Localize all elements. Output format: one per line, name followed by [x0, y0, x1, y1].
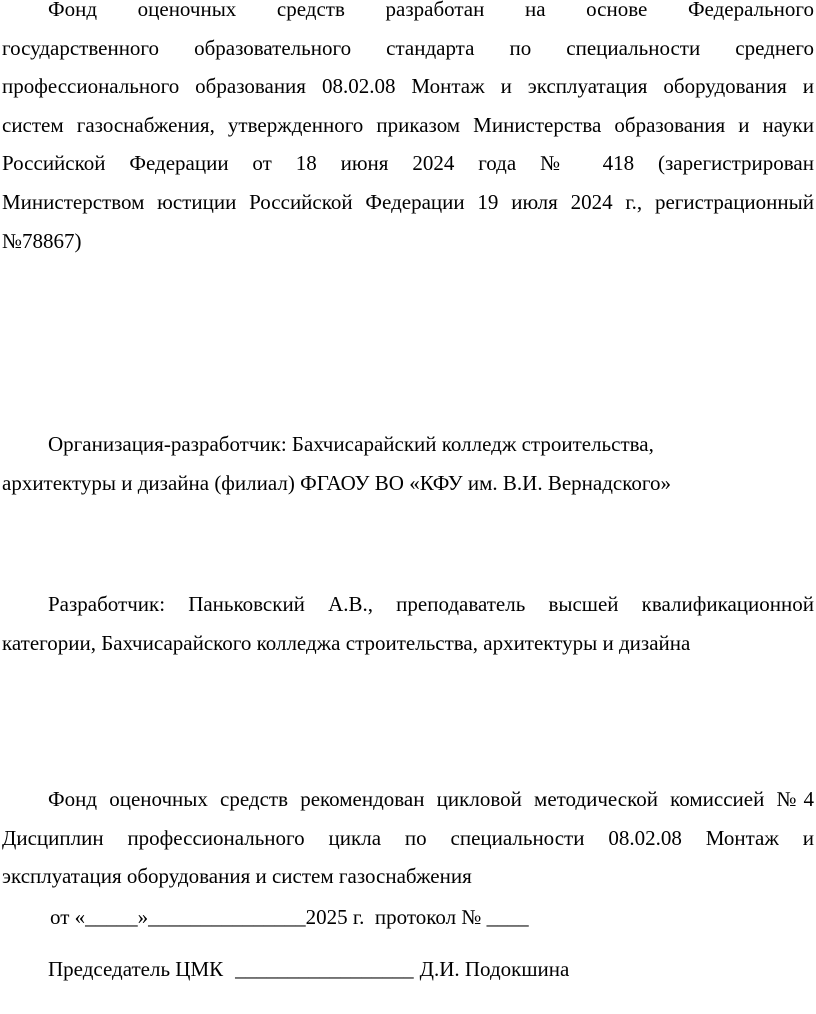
- developer-paragraph: [2, 585, 814, 662]
- basis-line: государственного образовательного стандарта по специальности среднего: [2, 35, 814, 60]
- basis-line: профессионального образования 08.02.08 Монтаж и эксплуатация оборудования и: [2, 74, 814, 99]
- developer-line: Разработчик: Паньковский А.В., преподаватель высшей квалификационной: [48, 592, 814, 616]
- protocol-date-line: от «_____»_______________2025 г. протокол № ____: [50, 905, 529, 929]
- recommendation-line: Дисциплин профессионального цикла по специальности 08.02.08 Монтаж и: [2, 825, 814, 850]
- developer-line: категории, Бахчисарайского колледжа строительства, архитектуры и дизайна: [2, 630, 691, 655]
- recommendation-paragraph: [2, 780, 814, 896]
- basis-line: №78867): [2, 228, 82, 253]
- recommendation-line: эксплуатация оборудования и систем газоснабжения: [2, 864, 472, 889]
- chair-name: Д.И. Подокшина: [419, 957, 570, 981]
- recommendation-line: Фонд оценочных средств рекомендован цикловой методической комиссией №4: [48, 787, 814, 811]
- chair-signature-line: [48, 950, 569, 988]
- basis-paragraph: [2, 0, 814, 260]
- basis-line: Министерством юстиции Российской Федерации 19 июля 2024 г., регистрационный: [2, 189, 814, 214]
- basis-line: Фонд оценочных средств разработан на основе Федерального: [48, 0, 814, 21]
- chair-signature-blank: _________________: [235, 957, 414, 981]
- basis-line: Российской Федерации от 18 июня 2024 года № 418 (зарегистрирован: [2, 151, 814, 176]
- organization-line: Организация-разработчик: Бахчисарайский колледж строительства,: [48, 432, 654, 456]
- organization-line: архитектуры и дизайна (филиал) ФГАОУ ВО «КФУ им. В.И. Вернадского»: [2, 470, 671, 495]
- organization-paragraph: [2, 425, 814, 502]
- basis-line: систем газоснабжения, утвержденного приказом Министерства образования и науки: [2, 112, 814, 137]
- chair-label: Председатель ЦМК: [48, 957, 224, 981]
